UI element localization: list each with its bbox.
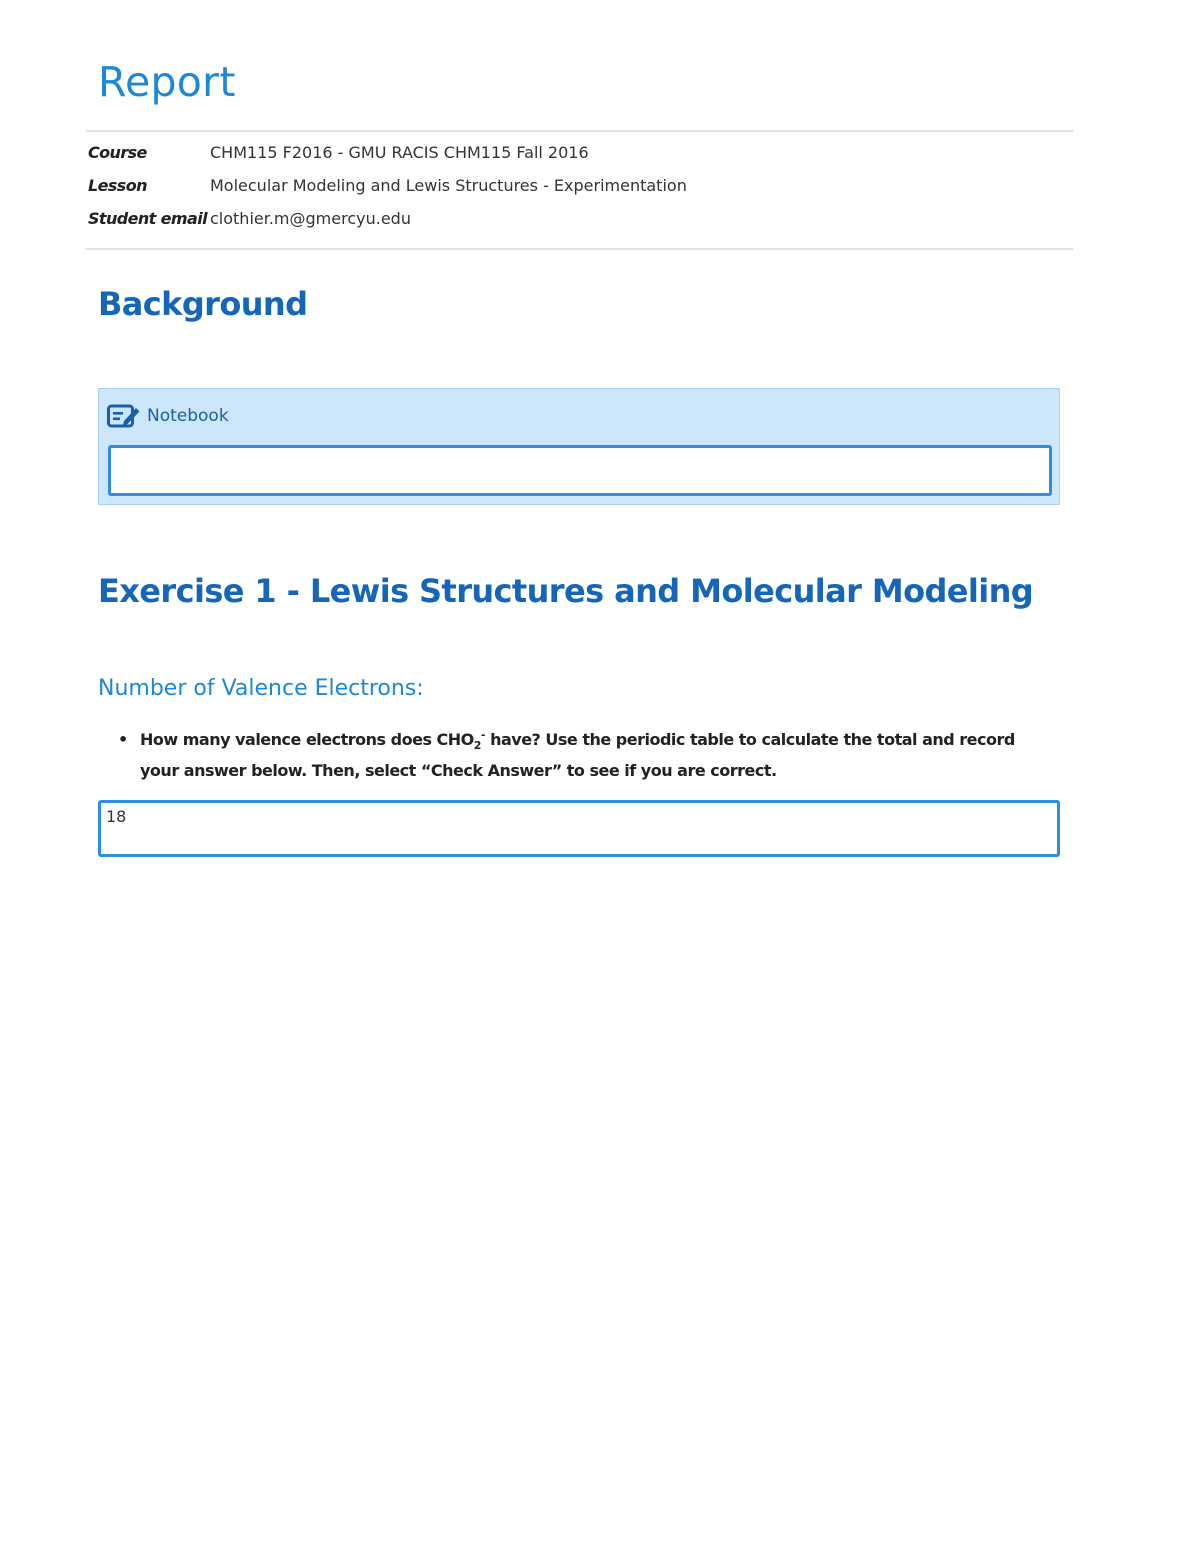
meta-row-course (88, 136, 1068, 169)
meta-row-student-email (88, 202, 1068, 235)
page-title: Report (98, 58, 236, 106)
section-title-exercise-1: Exercise 1 - Lewis Structures and Molecular Modeling (98, 572, 1034, 610)
question-text (118, 724, 1048, 786)
header-divider-top (86, 130, 1073, 132)
meta-label: Lesson (88, 176, 147, 195)
notebook-text-field[interactable] (108, 445, 1052, 496)
question-item (118, 724, 1048, 786)
notebook-edit-icon (107, 403, 141, 429)
meta-label: Student email (88, 209, 207, 228)
formula-subscript: 2 (473, 739, 481, 753)
meta-value: Molecular Modeling and Lewis Structures - Experimentation (210, 176, 687, 195)
section-title-background: Background (98, 285, 308, 323)
answer-input[interactable] (98, 800, 1060, 857)
subsection-title-valence-electrons: Number of Valence Electrons: (98, 676, 424, 701)
notebook-panel (98, 388, 1060, 505)
header-divider-bottom (86, 248, 1073, 250)
report-meta-table (88, 136, 1068, 235)
question-text-part: How many valence electrons does CHO (140, 730, 474, 749)
notebook-header (107, 403, 229, 429)
bullet: • (118, 730, 128, 749)
notebook-label: Notebook (147, 406, 229, 426)
formula-superscript: - (480, 728, 485, 742)
meta-value: clothier.m@gmercyu.edu (210, 209, 411, 228)
meta-label: Course (88, 143, 147, 162)
answer-value: 18 (106, 807, 127, 826)
meta-value: CHM115 F2016 - GMU RACIS CHM115 Fall 2016 (210, 143, 589, 162)
meta-row-lesson (88, 169, 1068, 202)
question-text-part: have? Use the periodic table to calculate the total and record your answer below. Then, select “Check Answer” to see if you are correct. (140, 730, 1015, 780)
